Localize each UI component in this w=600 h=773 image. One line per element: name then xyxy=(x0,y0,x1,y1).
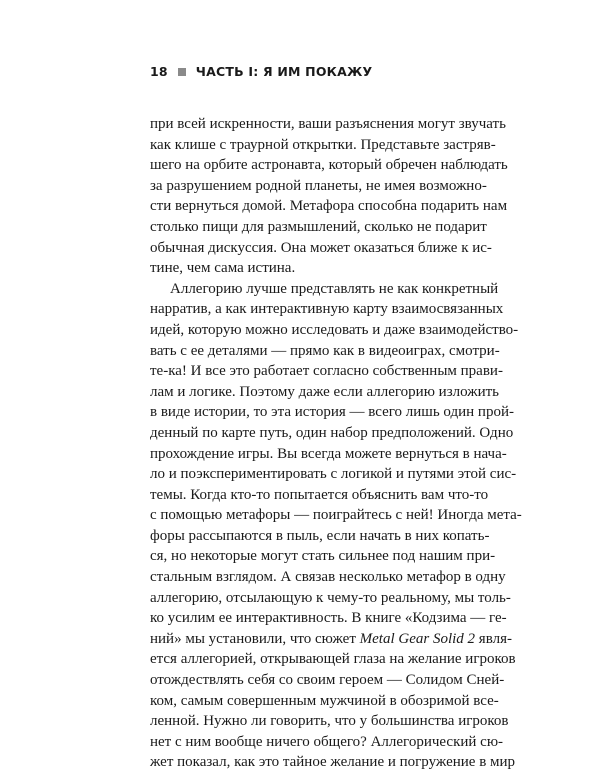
text-line: нарратив, а как интерактивную карту взаимосвязанных xyxy=(150,301,504,318)
text-line: вать с ее деталями — прямо как в видеоиграх, смотри- xyxy=(150,342,500,359)
text-line: прохождение игры. Вы всегда можете вернуться в нача- xyxy=(150,445,507,462)
text-segment: ний» мы установили, что сюжет xyxy=(150,630,360,647)
page-number: 18 xyxy=(150,64,168,79)
text-line: тине, чем сама истина. xyxy=(150,260,296,277)
text-line: ленной. Нужно ли говорить, что у большинства игроков xyxy=(150,713,509,730)
paragraph-2 xyxy=(150,279,522,773)
text-line: темы. Когда кто-то попытается объяснить вам что-то xyxy=(150,486,489,503)
text-line: шего на орбите астронавта, который обречен наблюдать xyxy=(150,157,508,174)
text-line: столько пищи для размышлений, сколько не подарит xyxy=(150,218,487,235)
text-line: стальным взглядом. А связав несколько метафор в одну xyxy=(150,569,506,586)
running-header xyxy=(150,64,372,79)
body-text xyxy=(150,114,522,773)
text-line-with-title xyxy=(150,629,512,650)
text-line: ся, но некоторые могут стать сильнее под нашим при- xyxy=(150,548,496,565)
text-line: жет показал, как это тайное желание и погружение в мир xyxy=(150,754,516,771)
text-line: обычная дискуссия. Она может оказаться ближе к ис- xyxy=(150,239,492,256)
text-line: идей, которую можно исследовать и даже взаимодейство- xyxy=(150,321,519,338)
text-line: ло и поэкспериментировать с логикой и путями этой сис- xyxy=(150,466,517,483)
text-line: за разрушением родной планеты, не имея возможно- xyxy=(150,177,487,194)
chapter-title: ЧАСТЬ I: Я ИМ ПОКАЖУ xyxy=(195,64,373,79)
text-line: лам и логике. Поэтому даже если аллегорию изложить xyxy=(150,383,500,400)
text-line: ется аллегорией, открывающей глаза на желание игроков xyxy=(150,651,516,668)
text-line: форы рассыпаются в пыль, если начать в них копать- xyxy=(150,527,490,544)
text-line: в виде истории, то эта история — всего лишь один прой- xyxy=(150,404,514,421)
text-segment: явля- xyxy=(475,630,512,647)
paragraph-1 xyxy=(150,114,508,279)
text-line: ком, самым совершенным мужчиной в обозримой все- xyxy=(150,692,499,709)
text-line: Аллегорию лучше представлять не как конкретный xyxy=(170,280,499,297)
text-line: при всей искренности, ваши разъяснения могут звучать xyxy=(150,116,506,132)
text-line: те-ка! И все это работает согласно собственным прави- xyxy=(150,363,503,380)
text-line: как клише с траурной открытки. Представьте застряв- xyxy=(150,136,496,153)
text-line: нет с ним вообще ничего общего? Аллегорический сю- xyxy=(150,733,504,750)
text-line: ко усилим ее интерактивность. В книге «Кодзима — ге- xyxy=(150,610,507,627)
header-square-ornament xyxy=(178,68,186,76)
game-title: Metal Gear Solid 2 xyxy=(359,630,476,647)
text-line: денный по карте путь, один набор предположений. Одно xyxy=(150,424,514,441)
text-line: сти вернуться домой. Метафора способна подарить нам xyxy=(150,198,508,215)
text-line: отождествлять себя со своим героем — Солидом Сней- xyxy=(150,672,505,689)
text-line: аллегорию, отсылающую к чему-то реальному, мы толь- xyxy=(150,589,511,606)
text-line: с помощью метафоры — поиграйтесь с ней! Иногда мета- xyxy=(150,507,522,524)
